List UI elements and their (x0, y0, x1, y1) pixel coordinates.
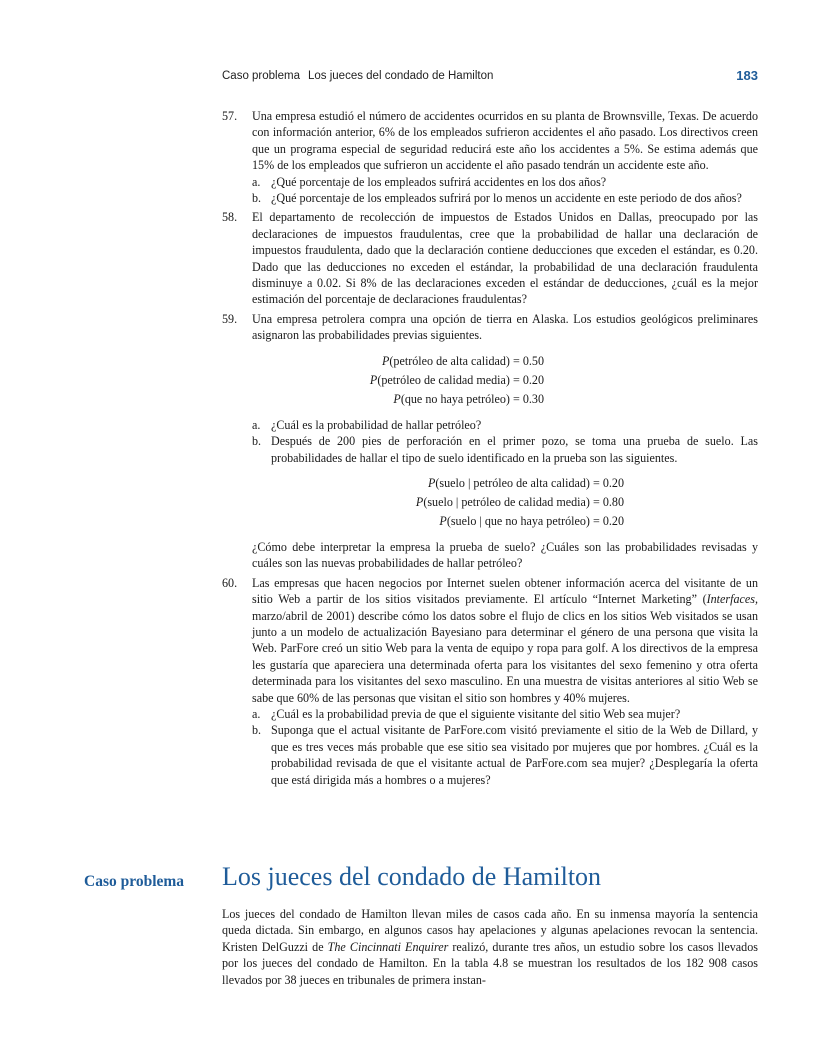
problem-59 (222, 311, 758, 572)
formula-row: P(suelo | petróleo de alta calidad) = 0.20 (428, 475, 624, 490)
source-name: The Cincinnati Enquirer (327, 939, 449, 954)
running-head-text (222, 70, 493, 82)
page-number: 183 (736, 68, 758, 83)
subquestion-text: Suponga que el actual visitante de ParFore.com visitó previamente el sitio de la Web de Dillard, y que es tres veces más probable que ese sitio sea visitado por mujeres que por hombres. ¿Cuál es la probabilidad revisada de que el visitante actual de ParFore.com sea mujer? ¿Desplegaría la oferta que está dirigida más a hombres o a mujeres? (271, 723, 758, 787)
case-section-label: Caso problema (84, 873, 185, 890)
case-section-title: Los jueces del condado de Hamilton (222, 862, 602, 891)
follow-up-question: ¿Cómo debe interpretar la empresa la prueba de suelo? ¿Cuáles son las probabilidades revisadas y cuáles son las nuevas probabilidades de hallar petróleo? (252, 539, 758, 571)
prior-probabilities (284, 352, 544, 409)
subquestion-letter: b. (252, 723, 262, 738)
problem-57 (222, 108, 758, 206)
problem-60 (222, 575, 758, 788)
subquestions (252, 174, 758, 207)
subquestion-b (252, 433, 758, 466)
subquestion-a (252, 174, 758, 190)
subquestions (252, 706, 758, 788)
subquestion-letter: b. (252, 434, 262, 449)
subquestion-b (252, 722, 758, 788)
subquestions (252, 417, 758, 466)
problem-number: 58. (222, 210, 238, 225)
subquestion-text: ¿Cuál es la probabilidad de hallar petróleo? (271, 417, 482, 432)
running-head-title: Los jueces del condado de Hamilton (307, 70, 494, 82)
problem-text: Una empresa petrolera compra una opción de tierra en Alaska. Los estudios geológicos preliminares asignaron las probabilidades previas siguientes. (252, 311, 758, 343)
formula-row: P(que no haya petróleo) = 0.30 (393, 391, 544, 406)
formula-row: P(petróleo de calidad media) = 0.20 (369, 372, 544, 387)
subquestion-a (252, 417, 758, 433)
subquestion-b (252, 190, 758, 206)
case-body-text: Los jueces del condado de Hamilton llevan miles de casos cada año. En su inmensa mayoría la sentencia queda dictada. Sin embargo, en algunos casos hay apelaciones y algunas apelaciones revocan la sentencia. Kristen DelGuzzi de The Cincinnati Enquirer realizó, durante tres años, un estudio sobre los casos llevados por los jueces del condado de Hamilton. En la tabla 4.8 se muestran los resultados de los 182 908 casos llevados por 38 jueces en tribunales de primera instan- (222, 907, 758, 987)
conditional-probabilities (304, 474, 624, 531)
subquestion-text: ¿Cuál es la probabilidad previa de que el siguiente visitante del sitio Web sea mujer? (271, 706, 681, 721)
problem-text: Una empresa estudió el número de accidentes ocurridos en su planta de Brownsville, Texas. De acuerdo con información anterior, 6% de los empleados sufrieron accidentes el año pasado. Los directivos creen que un programa especial de seguridad reducirá este año los accidentes a 5%. Se estima además que 15% de los empleados que sufrieron un accidente el año pasado tendrán un accidente este año. (252, 109, 758, 173)
subquestion-text: ¿Qué porcentaje de los empleados sufrirá por lo menos un accidente en este periodo de dos años? (271, 191, 742, 206)
subquestion-text: Después de 200 pies de perforación en el primer pozo, se toma una prueba de suelo. Las probabilidades de hallar el tipo de suelo identificado en la prueba son las siguientes. (271, 434, 758, 465)
problem-text: Las empresas que hacen negocios por Internet suelen obtener información acerca del visitante de un sitio Web a partir de los sitios visitados previamente. El artículo “Internet Marketing” (Interfaces, marzo/abril de 2001) describe cómo los datos sobre el flujo de clics en los sitios Web visitados se usan junto a un modelo de actualización Bayesiano para determinar el género de una persona que visita la Web. ParFore creó un sitio Web para la venta de equipo y ropa para golf. A los directivos de la empresa les gustaría que apareciera una determinada oferta para los visitantes del sexo femenino y otra oferta determinada para los visitantes del sexo masculino. En una muestra de visitas anteriores al sitio Web se sabe que 60% de las personas que visitan el sitio son hombres y 40% mujeres. (252, 575, 758, 705)
problem-58 (222, 209, 758, 307)
journal-name: Interfaces, (706, 592, 758, 607)
subquestion-letter: a. (252, 174, 261, 189)
running-head (222, 68, 758, 86)
subquestion-letter: a. (252, 706, 261, 721)
formula-row: P(suelo | que no haya petróleo) = 0.20 (439, 513, 624, 528)
subquestion-letter: a. (252, 417, 261, 432)
running-head-section: Caso problema (222, 70, 300, 82)
subquestion-letter: b. (252, 191, 262, 206)
exercises (222, 108, 758, 788)
formula-row: P(suelo | petróleo de calidad media) = 0.80 (415, 494, 624, 509)
subquestion-text: ¿Qué porcentaje de los empleados sufrirá accidentes en los dos años? (271, 174, 607, 189)
problem-number: 60. (222, 575, 238, 590)
problem-number: 59. (222, 311, 238, 326)
problem-number: 57. (222, 109, 238, 123)
formula-row: P(petróleo de alta calidad) = 0.50 (382, 353, 544, 368)
problem-text: El departamento de recolección de impuestos de Estados Unidos en Dallas, preocupado por las declaraciones de impuestos fraudulentas, cree que la probabilidad de hallar una declaración de impuestos fraudulenta, dado que la declaración contiene deducciones que exceden el estándar, es 0.20. Dado que las deducciones no exceden el estándar, la probabilidad de una declaración fraudulenta disminuye a 0.02. Si 8% de las declaraciones exceden el estándar de deducciones, ¿cuál es la mejor estimación del porcentaje de declaraciones fraudulentas? (252, 210, 758, 307)
subquestion-a (252, 706, 758, 722)
